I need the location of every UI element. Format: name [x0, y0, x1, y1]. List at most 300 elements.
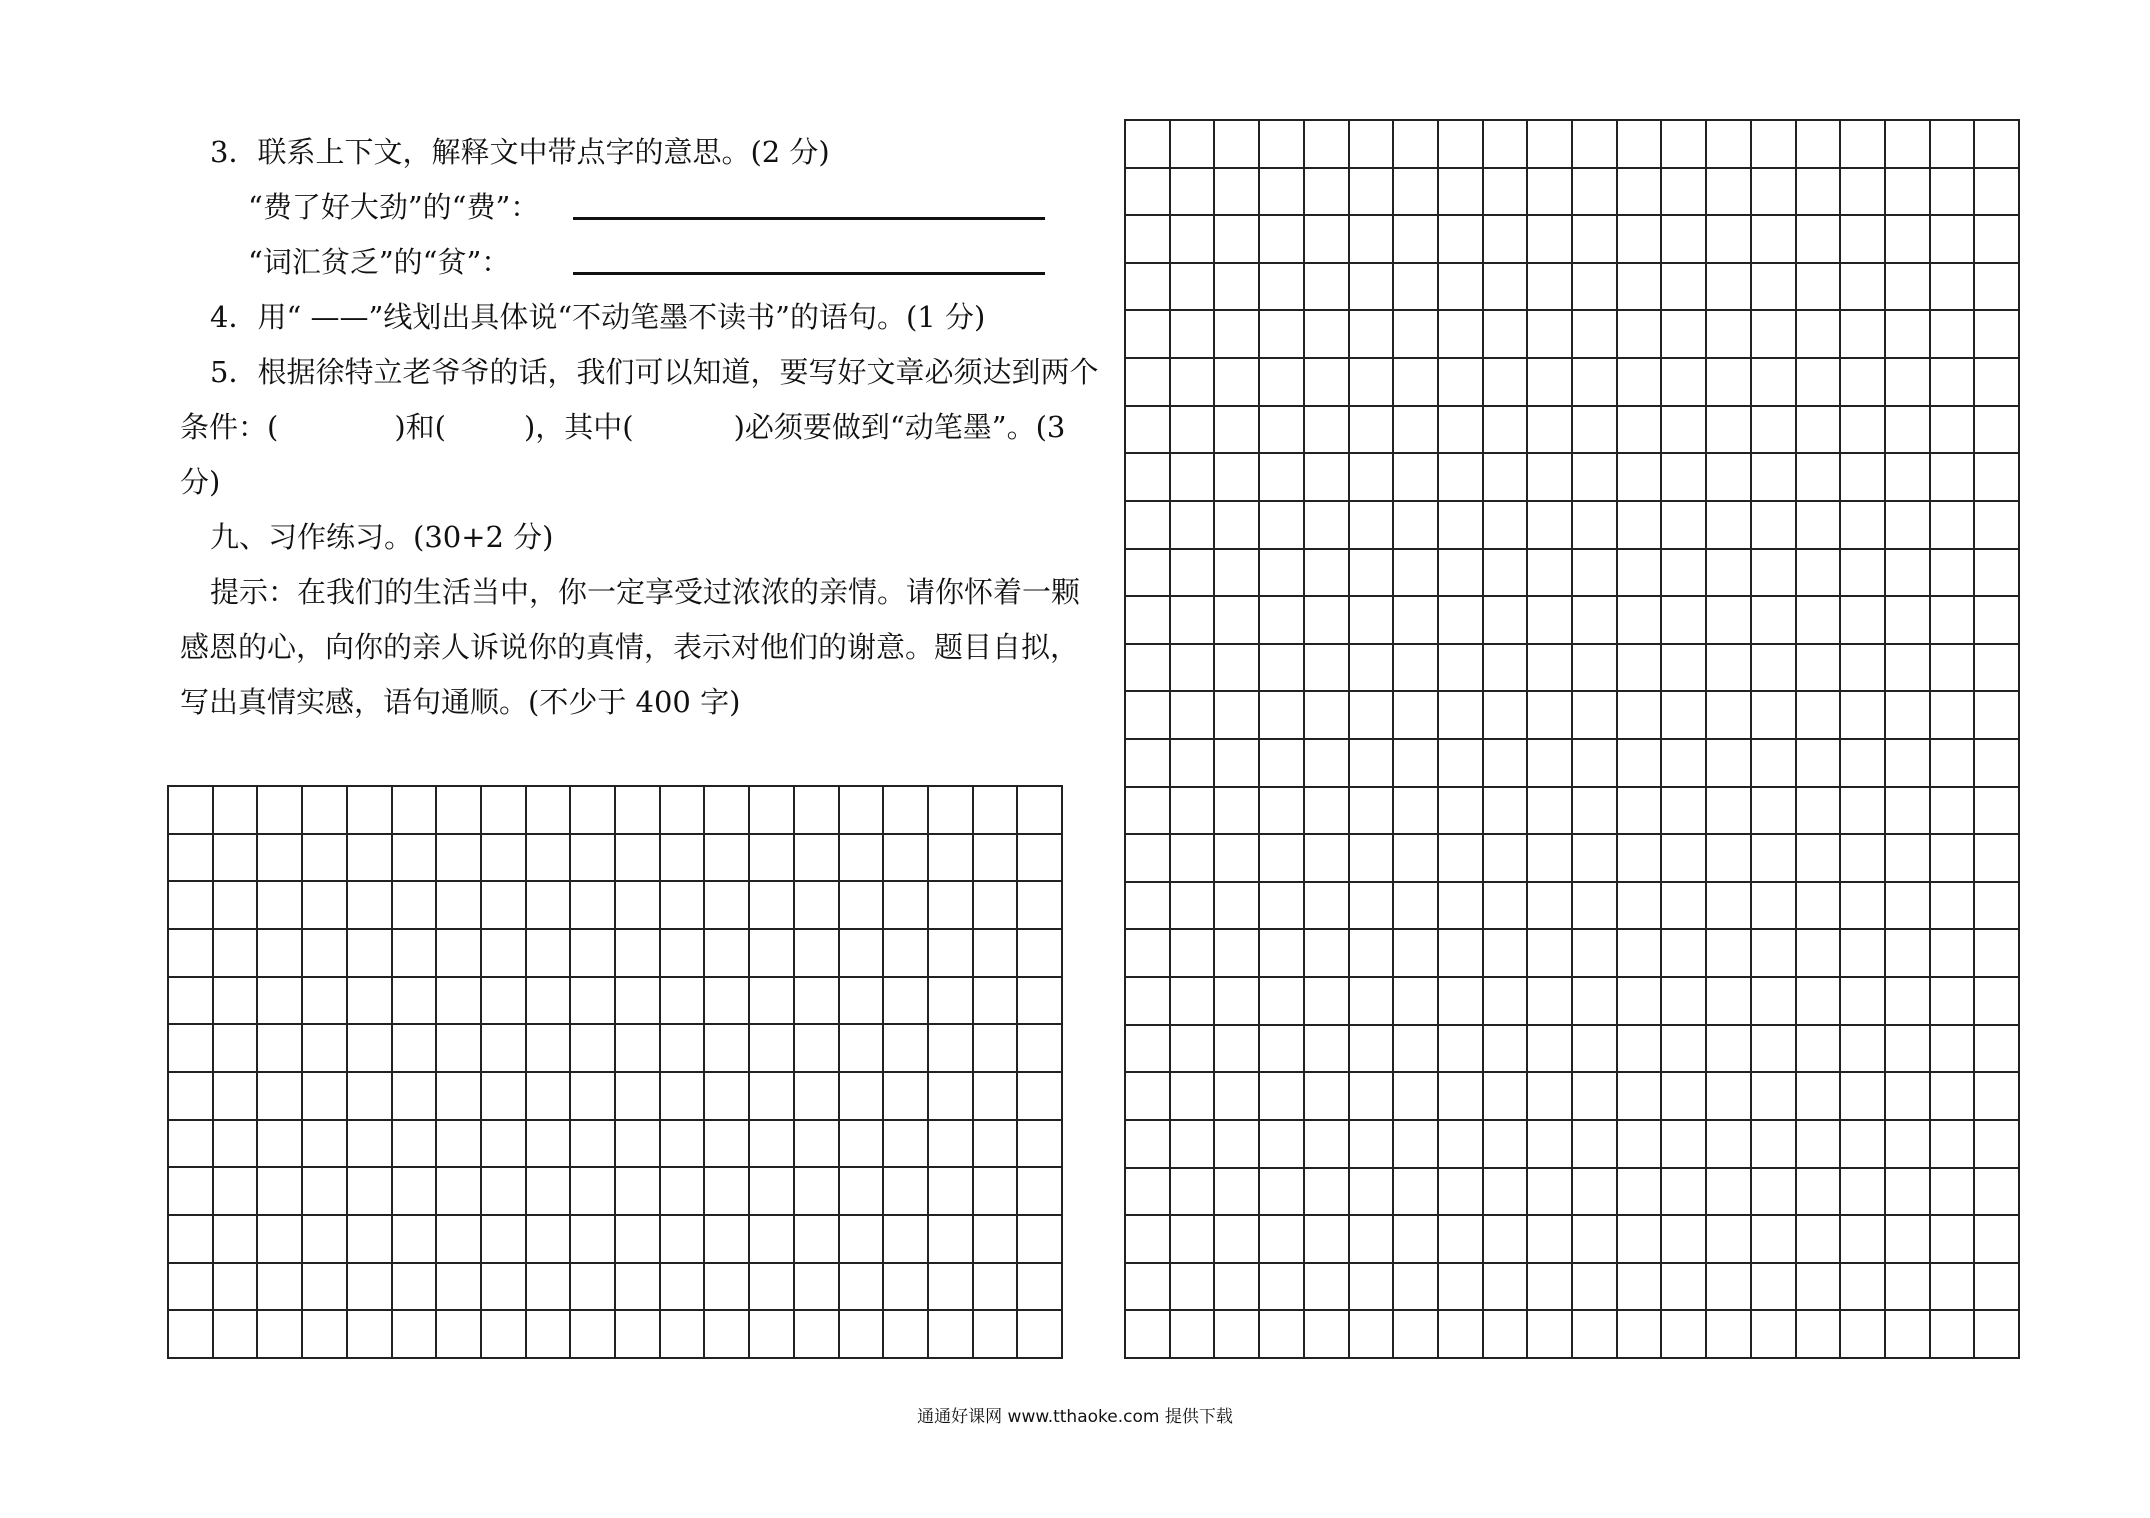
- grid-cell[interactable]: [303, 882, 348, 930]
- grid-cell[interactable]: [884, 1311, 929, 1359]
- grid-cell[interactable]: [393, 1311, 438, 1359]
- grid-cell[interactable]: [169, 787, 214, 835]
- grid-cell[interactable]: [705, 1025, 750, 1073]
- grid-cell[interactable]: [303, 1073, 348, 1121]
- grid-cell[interactable]: [1886, 597, 1931, 645]
- grid-cell[interactable]: [795, 787, 840, 835]
- grid-cell[interactable]: [1260, 978, 1305, 1026]
- grid-cell[interactable]: [1662, 883, 1707, 931]
- grid-cell[interactable]: [1618, 502, 1663, 550]
- grid-cell[interactable]: [1573, 1311, 1618, 1359]
- grid-cell[interactable]: [1171, 407, 1216, 455]
- grid-cell[interactable]: [1350, 311, 1395, 359]
- grid-cell[interactable]: [1886, 407, 1931, 455]
- grid-cell[interactable]: [1573, 216, 1618, 264]
- grid-cell[interactable]: [214, 882, 259, 930]
- grid-cell[interactable]: [974, 1025, 1019, 1073]
- grid-cell[interactable]: [1305, 502, 1350, 550]
- grid-cell[interactable]: [1841, 169, 1886, 217]
- grid-cell[interactable]: [1707, 645, 1752, 693]
- grid-cell[interactable]: [1975, 883, 2020, 931]
- grid-cell[interactable]: [750, 1121, 795, 1169]
- grid-cell[interactable]: [348, 882, 393, 930]
- grid-cell[interactable]: [1394, 264, 1439, 312]
- grid-cell[interactable]: [1707, 883, 1752, 931]
- grid-cell[interactable]: [1841, 1121, 1886, 1169]
- grid-cell[interactable]: [482, 930, 527, 978]
- grid-cell[interactable]: [1484, 216, 1529, 264]
- grid-cell[interactable]: [1171, 692, 1216, 740]
- grid-cell[interactable]: [750, 978, 795, 1026]
- grid-cell[interactable]: [1171, 930, 1216, 978]
- grid-cell[interactable]: [1528, 550, 1573, 598]
- grid-cell[interactable]: [1752, 597, 1797, 645]
- grid-cell[interactable]: [929, 1073, 974, 1121]
- grid-cell[interactable]: [571, 1311, 616, 1359]
- grid-cell[interactable]: [1975, 550, 2020, 598]
- grid-cell[interactable]: [1707, 407, 1752, 455]
- grid-cell[interactable]: [1018, 882, 1063, 930]
- grid-cell[interactable]: [1350, 740, 1395, 788]
- grid-cell[interactable]: [1215, 1264, 1260, 1312]
- grid-cell[interactable]: [1886, 645, 1931, 693]
- grid-cell[interactable]: [1528, 645, 1573, 693]
- grid-cell[interactable]: [1126, 740, 1171, 788]
- grid-cell[interactable]: [482, 1216, 527, 1264]
- grid-cell[interactable]: [303, 978, 348, 1026]
- grid-cell[interactable]: [1797, 407, 1842, 455]
- grid-cell[interactable]: [1797, 359, 1842, 407]
- grid-cell[interactable]: [705, 978, 750, 1026]
- grid-cell[interactable]: [258, 1025, 303, 1073]
- grid-cell[interactable]: [1484, 645, 1529, 693]
- grid-cell[interactable]: [974, 787, 1019, 835]
- grid-cell[interactable]: [1886, 216, 1931, 264]
- grid-cell[interactable]: [1707, 550, 1752, 598]
- grid-cell[interactable]: [1886, 740, 1931, 788]
- grid-cell[interactable]: [1797, 740, 1842, 788]
- grid-cell[interactable]: [661, 835, 706, 883]
- grid-cell[interactable]: [1931, 121, 1976, 169]
- grid-cell[interactable]: [974, 930, 1019, 978]
- grid-cell[interactable]: [1484, 1073, 1529, 1121]
- grid-cell[interactable]: [840, 1073, 885, 1121]
- grid-cell[interactable]: [1975, 121, 2020, 169]
- grid-cell[interactable]: [1797, 1026, 1842, 1074]
- grid-cell[interactable]: [437, 1025, 482, 1073]
- grid-cell[interactable]: [1018, 1216, 1063, 1264]
- grid-cell[interactable]: [1528, 692, 1573, 740]
- grid-cell[interactable]: [1305, 930, 1350, 978]
- grid-cell[interactable]: [616, 1168, 661, 1216]
- grid-cell[interactable]: [1931, 1121, 1976, 1169]
- grid-cell[interactable]: [258, 787, 303, 835]
- grid-cell[interactable]: [1171, 1264, 1216, 1312]
- grid-cell[interactable]: [348, 835, 393, 883]
- grid-cell[interactable]: [1350, 645, 1395, 693]
- grid-cell[interactable]: [1439, 550, 1484, 598]
- grid-cell[interactable]: [1018, 1073, 1063, 1121]
- grid-cell[interactable]: [1975, 1216, 2020, 1264]
- grid-cell[interactable]: [1484, 1264, 1529, 1312]
- grid-cell[interactable]: [1573, 1169, 1618, 1217]
- grid-cell[interactable]: [705, 930, 750, 978]
- grid-cell[interactable]: [1975, 1026, 2020, 1074]
- grid-cell[interactable]: [1260, 311, 1305, 359]
- grid-cell[interactable]: [1841, 1026, 1886, 1074]
- grid-cell[interactable]: [258, 1073, 303, 1121]
- grid-cell[interactable]: [1618, 454, 1663, 502]
- grid-cell[interactable]: [1931, 930, 1976, 978]
- grid-cell[interactable]: [1662, 1026, 1707, 1074]
- grid-cell[interactable]: [929, 882, 974, 930]
- grid-cell[interactable]: [1752, 1121, 1797, 1169]
- grid-cell[interactable]: [303, 1216, 348, 1264]
- grid-cell[interactable]: [1841, 1264, 1886, 1312]
- grid-cell[interactable]: [616, 1264, 661, 1312]
- grid-cell[interactable]: [795, 1311, 840, 1359]
- grid-cell[interactable]: [1215, 216, 1260, 264]
- grid-cell[interactable]: [1305, 978, 1350, 1026]
- grid-cell[interactable]: [1975, 692, 2020, 740]
- grid-cell[interactable]: [1662, 407, 1707, 455]
- grid-cell[interactable]: [1752, 1169, 1797, 1217]
- grid-cell[interactable]: [884, 930, 929, 978]
- grid-cell[interactable]: [1484, 597, 1529, 645]
- grid-cell[interactable]: [1018, 930, 1063, 978]
- grid-cell[interactable]: [705, 1073, 750, 1121]
- grid-cell[interactable]: [1931, 359, 1976, 407]
- grid-cell[interactable]: [795, 1025, 840, 1073]
- grid-cell[interactable]: [393, 1168, 438, 1216]
- grid-cell[interactable]: [348, 1025, 393, 1073]
- grid-cell[interactable]: [1662, 788, 1707, 836]
- grid-cell[interactable]: [1018, 1311, 1063, 1359]
- grid-cell[interactable]: [1707, 1264, 1752, 1312]
- grid-cell[interactable]: [616, 1073, 661, 1121]
- grid-cell[interactable]: [258, 1168, 303, 1216]
- grid-cell[interactable]: [1797, 1216, 1842, 1264]
- grid-cell[interactable]: [437, 835, 482, 883]
- grid-cell[interactable]: [929, 1311, 974, 1359]
- grid-cell[interactable]: [1886, 359, 1931, 407]
- grid-cell[interactable]: [1573, 359, 1618, 407]
- grid-cell[interactable]: [1707, 1169, 1752, 1217]
- grid-cell[interactable]: [1797, 1169, 1842, 1217]
- grid-cell[interactable]: [527, 930, 572, 978]
- grid-cell[interactable]: [750, 930, 795, 978]
- grid-cell[interactable]: [1126, 883, 1171, 931]
- grid-cell[interactable]: [1439, 264, 1484, 312]
- grid-cell[interactable]: [884, 1168, 929, 1216]
- grid-cell[interactable]: [1841, 1073, 1886, 1121]
- grid-cell[interactable]: [1707, 597, 1752, 645]
- answer-blank-2[interactable]: [573, 272, 1045, 275]
- grid-cell[interactable]: [1126, 645, 1171, 693]
- grid-cell[interactable]: [1350, 788, 1395, 836]
- grid-cell[interactable]: [1171, 264, 1216, 312]
- grid-cell[interactable]: [1171, 502, 1216, 550]
- grid-cell[interactable]: [258, 1216, 303, 1264]
- grid-cell[interactable]: [1975, 740, 2020, 788]
- grid-cell[interactable]: [1439, 692, 1484, 740]
- grid-cell[interactable]: [1260, 1216, 1305, 1264]
- grid-cell[interactable]: [1797, 1073, 1842, 1121]
- grid-cell[interactable]: [1886, 1264, 1931, 1312]
- grid-cell[interactable]: [1707, 1026, 1752, 1074]
- grid-cell[interactable]: [1126, 550, 1171, 598]
- grid-cell[interactable]: [1797, 930, 1842, 978]
- grid-cell[interactable]: [393, 978, 438, 1026]
- grid-cell[interactable]: [661, 930, 706, 978]
- grid-cell[interactable]: [1394, 502, 1439, 550]
- grid-cell[interactable]: [1439, 597, 1484, 645]
- grid-cell[interactable]: [1350, 1216, 1395, 1264]
- grid-cell[interactable]: [1618, 311, 1663, 359]
- grid-cell[interactable]: [795, 1264, 840, 1312]
- grid-cell[interactable]: [1797, 645, 1842, 693]
- grid-cell[interactable]: [1931, 692, 1976, 740]
- grid-cell[interactable]: [1126, 216, 1171, 264]
- grid-cell[interactable]: [1573, 121, 1618, 169]
- grid-cell[interactable]: [482, 1025, 527, 1073]
- grid-cell[interactable]: [1528, 1073, 1573, 1121]
- grid-cell[interactable]: [974, 978, 1019, 1026]
- grid-cell[interactable]: [348, 930, 393, 978]
- grid-cell[interactable]: [1171, 1216, 1216, 1264]
- grid-cell[interactable]: [1484, 359, 1529, 407]
- grid-cell[interactable]: [1618, 740, 1663, 788]
- grid-cell[interactable]: [1573, 454, 1618, 502]
- grid-cell[interactable]: [1752, 645, 1797, 693]
- grid-cell[interactable]: [1484, 835, 1529, 883]
- grid-cell[interactable]: [1171, 121, 1216, 169]
- grid-cell[interactable]: [1707, 740, 1752, 788]
- grid-cell[interactable]: [1886, 835, 1931, 883]
- grid-cell[interactable]: [1484, 311, 1529, 359]
- grid-cell[interactable]: [840, 1264, 885, 1312]
- grid-cell[interactable]: [1260, 645, 1305, 693]
- grid-cell[interactable]: [1841, 740, 1886, 788]
- grid-cell[interactable]: [1439, 1121, 1484, 1169]
- grid-cell[interactable]: [303, 930, 348, 978]
- grid-cell[interactable]: [1394, 407, 1439, 455]
- grid-cell[interactable]: [1618, 264, 1663, 312]
- grid-cell[interactable]: [929, 978, 974, 1026]
- grid-cell[interactable]: [1797, 692, 1842, 740]
- grid-cell[interactable]: [1484, 502, 1529, 550]
- grid-cell[interactable]: [1350, 597, 1395, 645]
- grid-cell[interactable]: [705, 1311, 750, 1359]
- grid-cell[interactable]: [1707, 359, 1752, 407]
- grid-cell[interactable]: [1797, 169, 1842, 217]
- grid-cell[interactable]: [1215, 1073, 1260, 1121]
- grid-cell[interactable]: [527, 1025, 572, 1073]
- grid-cell[interactable]: [1260, 1073, 1305, 1121]
- grid-cell[interactable]: [705, 835, 750, 883]
- grid-cell[interactable]: [348, 1121, 393, 1169]
- grid-cell[interactable]: [1018, 1168, 1063, 1216]
- grid-cell[interactable]: [1886, 1169, 1931, 1217]
- grid-cell[interactable]: [214, 787, 259, 835]
- grid-cell[interactable]: [1528, 1264, 1573, 1312]
- grid-cell[interactable]: [1662, 835, 1707, 883]
- grid-cell[interactable]: [1260, 1264, 1305, 1312]
- grid-cell[interactable]: [1886, 550, 1931, 598]
- grid-cell[interactable]: [1573, 1264, 1618, 1312]
- grid-cell[interactable]: [1215, 1169, 1260, 1217]
- grid-cell[interactable]: [1618, 359, 1663, 407]
- grid-cell[interactable]: [437, 1216, 482, 1264]
- grid-cell[interactable]: [1797, 550, 1842, 598]
- grid-cell[interactable]: [1662, 1121, 1707, 1169]
- grid-cell[interactable]: [303, 1025, 348, 1073]
- grid-cell[interactable]: [482, 835, 527, 883]
- grid-cell[interactable]: [1350, 835, 1395, 883]
- grid-cell[interactable]: [1797, 216, 1842, 264]
- grid-cell[interactable]: [1126, 311, 1171, 359]
- grid-cell[interactable]: [1350, 216, 1395, 264]
- grid-cell[interactable]: [1618, 645, 1663, 693]
- grid-cell[interactable]: [1305, 1169, 1350, 1217]
- grid-cell[interactable]: [1215, 454, 1260, 502]
- grid-cell[interactable]: [795, 930, 840, 978]
- grid-cell[interactable]: [884, 882, 929, 930]
- grid-cell[interactable]: [1260, 1121, 1305, 1169]
- grid-cell[interactable]: [1260, 788, 1305, 836]
- grid-cell[interactable]: [1484, 1216, 1529, 1264]
- grid-cell[interactable]: [1975, 978, 2020, 1026]
- grid-cell[interactable]: [1618, 169, 1663, 217]
- grid-cell[interactable]: [1215, 835, 1260, 883]
- grid-cell[interactable]: [1618, 930, 1663, 978]
- grid-cell[interactable]: [1707, 216, 1752, 264]
- grid-cell[interactable]: [1260, 359, 1305, 407]
- grid-cell[interactable]: [1662, 930, 1707, 978]
- grid-cell[interactable]: [1841, 264, 1886, 312]
- grid-cell[interactable]: [1573, 407, 1618, 455]
- grid-cell[interactable]: [1662, 359, 1707, 407]
- grid-cell[interactable]: [1439, 121, 1484, 169]
- grid-cell[interactable]: [1752, 407, 1797, 455]
- grid-cell[interactable]: [1439, 407, 1484, 455]
- grid-cell[interactable]: [1886, 1121, 1931, 1169]
- grid-cell[interactable]: [1305, 1073, 1350, 1121]
- grid-cell[interactable]: [1975, 1311, 2020, 1359]
- grid-cell[interactable]: [482, 1168, 527, 1216]
- grid-cell[interactable]: [1931, 788, 1976, 836]
- grid-cell[interactable]: [884, 1216, 929, 1264]
- grid-cell[interactable]: [1350, 169, 1395, 217]
- grid-cell[interactable]: [1975, 1169, 2020, 1217]
- grid-cell[interactable]: [1573, 597, 1618, 645]
- grid-cell[interactable]: [795, 882, 840, 930]
- grid-cell[interactable]: [1528, 454, 1573, 502]
- grid-cell[interactable]: [258, 930, 303, 978]
- grid-cell[interactable]: [1305, 311, 1350, 359]
- grid-cell[interactable]: [1126, 1121, 1171, 1169]
- grid-cell[interactable]: [1841, 216, 1886, 264]
- grid-cell[interactable]: [1707, 502, 1752, 550]
- grid-cell[interactable]: [974, 1216, 1019, 1264]
- grid-cell[interactable]: [705, 1121, 750, 1169]
- grid-cell[interactable]: [1126, 1311, 1171, 1359]
- grid-cell[interactable]: [1975, 788, 2020, 836]
- grid-cell[interactable]: [1752, 835, 1797, 883]
- grid-cell[interactable]: [1886, 788, 1931, 836]
- grid-cell[interactable]: [1215, 169, 1260, 217]
- grid-cell[interactable]: [1752, 883, 1797, 931]
- grid-cell[interactable]: [1797, 978, 1842, 1026]
- grid-cell[interactable]: [1215, 550, 1260, 598]
- grid-cell[interactable]: [1886, 169, 1931, 217]
- grid-cell[interactable]: [1573, 502, 1618, 550]
- grid-cell[interactable]: [258, 882, 303, 930]
- grid-cell[interactable]: [1975, 216, 2020, 264]
- grid-cell[interactable]: [1662, 550, 1707, 598]
- grid-cell[interactable]: [1752, 930, 1797, 978]
- grid-cell[interactable]: [1305, 1311, 1350, 1359]
- grid-cell[interactable]: [1618, 1264, 1663, 1312]
- grid-cell[interactable]: [1707, 1311, 1752, 1359]
- grid-cell[interactable]: [884, 1121, 929, 1169]
- grid-cell[interactable]: [1752, 359, 1797, 407]
- grid-cell[interactable]: [840, 978, 885, 1026]
- grid-cell[interactable]: [1215, 311, 1260, 359]
- grid-cell[interactable]: [1260, 407, 1305, 455]
- grid-cell[interactable]: [1350, 1026, 1395, 1074]
- grid-cell[interactable]: [1752, 1311, 1797, 1359]
- grid-cell[interactable]: [1841, 788, 1886, 836]
- grid-cell[interactable]: [795, 978, 840, 1026]
- grid-cell[interactable]: [303, 1168, 348, 1216]
- grid-cell[interactable]: [1886, 1073, 1931, 1121]
- grid-cell[interactable]: [437, 1264, 482, 1312]
- grid-cell[interactable]: [1484, 454, 1529, 502]
- grid-cell[interactable]: [1215, 1311, 1260, 1359]
- grid-cell[interactable]: [1484, 264, 1529, 312]
- grid-cell[interactable]: [884, 787, 929, 835]
- grid-cell[interactable]: [1707, 930, 1752, 978]
- grid-cell[interactable]: [1528, 740, 1573, 788]
- grid-cell[interactable]: [1126, 788, 1171, 836]
- grid-cell[interactable]: [1171, 311, 1216, 359]
- grid-cell[interactable]: [1931, 740, 1976, 788]
- grid-cell[interactable]: [1707, 692, 1752, 740]
- grid-cell[interactable]: [1886, 883, 1931, 931]
- grid-cell[interactable]: [750, 1311, 795, 1359]
- grid-cell[interactable]: [1662, 311, 1707, 359]
- answer-blank-1[interactable]: [573, 217, 1045, 220]
- grid-cell[interactable]: [1484, 692, 1529, 740]
- grid-cell[interactable]: [1797, 311, 1842, 359]
- grid-cell[interactable]: [214, 978, 259, 1026]
- grid-cell[interactable]: [1484, 407, 1529, 455]
- grid-cell[interactable]: [348, 1073, 393, 1121]
- grid-cell[interactable]: [1126, 359, 1171, 407]
- grid-cell[interactable]: [1528, 597, 1573, 645]
- grid-cell[interactable]: [840, 1025, 885, 1073]
- grid-cell[interactable]: [1439, 359, 1484, 407]
- grid-cell[interactable]: [1528, 978, 1573, 1026]
- grid-cell[interactable]: [1439, 502, 1484, 550]
- grid-cell[interactable]: [1260, 597, 1305, 645]
- grid-cell[interactable]: [661, 882, 706, 930]
- grid-cell[interactable]: [1350, 264, 1395, 312]
- grid-cell[interactable]: [393, 1264, 438, 1312]
- grid-cell[interactable]: [214, 1216, 259, 1264]
- grid-cell[interactable]: [1707, 835, 1752, 883]
